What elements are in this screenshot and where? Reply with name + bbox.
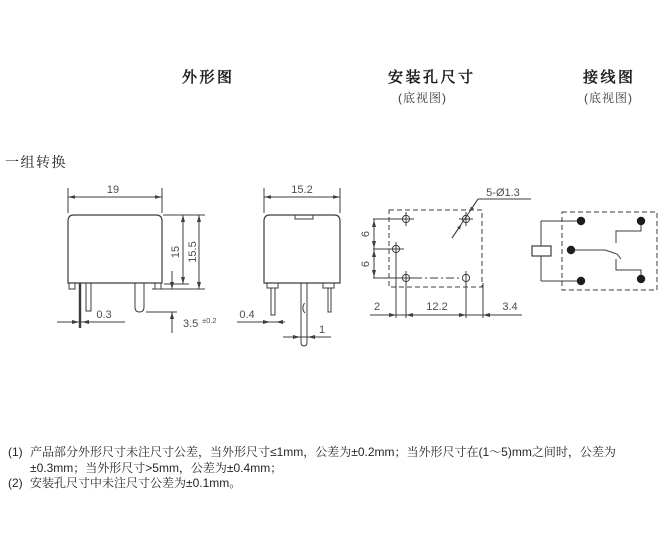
terminal-dot (577, 277, 585, 285)
note-number: (2) (8, 476, 23, 490)
terminal-dot (637, 217, 645, 225)
note-item-2 (8, 476, 665, 492)
wiring-diagram-view (532, 212, 657, 290)
normally-open-contact (616, 221, 641, 243)
dim-case-height-label: 15 (170, 245, 182, 259)
dim-hole-pitch-h-label: 12.2 (426, 301, 448, 313)
note-text: 安装孔尺寸中未注尺寸公差为±0.1mm。 (30, 476, 242, 490)
dim-hole-offset-left-label: 2 (373, 301, 381, 313)
dim-pin-length-tol-label: ±0.2 (202, 316, 217, 325)
mounting-holes-view (360, 187, 531, 318)
terminal-dot (577, 217, 585, 225)
dim-pin-thickness-front-label: 0.3 (96, 309, 112, 321)
dim-hole-pitch-v-upper-label: 6 (360, 230, 372, 238)
tolerance-notes (8, 445, 665, 492)
outline-side-view (237, 184, 340, 346)
terminal-dot (567, 246, 575, 254)
dim-pin-thickness-side-label: 0.4 (239, 309, 255, 321)
normally-closed-contact (616, 259, 641, 279)
dim-total-height-label: 15.5 (187, 241, 199, 263)
hole-diameter-callout-label: 5-Ø1.3 (486, 187, 520, 199)
note-number: (1) (8, 445, 23, 459)
header-wiring-subtitle: (底视图) (584, 91, 633, 105)
group-label-one-form-c: 一组转换 (5, 154, 67, 170)
outline-front-view (57, 184, 217, 333)
dim-side-width-label: 15.2 (291, 184, 313, 196)
dim-pin-length-label: 3.5 (183, 318, 199, 330)
header-outline-title: 外形图 (182, 69, 235, 86)
header-mounting-subtitle: (底视图) (398, 91, 447, 105)
movable-contact-arm (605, 250, 621, 259)
coil-symbol (532, 246, 551, 256)
dim-pin-width-label: 1 (318, 324, 326, 336)
note-item-1 (8, 445, 665, 476)
header-wiring-title: 接线图 (583, 69, 636, 86)
dim-hole-pitch-v-lower-label: 6 (360, 260, 372, 268)
dim-hole-offset-right-label: 3.4 (502, 301, 518, 313)
header-mounting-title: 安装孔尺寸 (388, 69, 476, 86)
terminal-dot (637, 275, 645, 283)
dim-front-width-label: 19 (106, 184, 120, 196)
note-text: 产品部分外形尺寸未注尺寸公差，当外形尺寸≤1mm，公差为±0.2mm；当外形尺寸在(1～5)mm之间时，公差为±0.3mm；当外形尺寸>5mm，公差为±0.4mm； (30, 445, 616, 475)
